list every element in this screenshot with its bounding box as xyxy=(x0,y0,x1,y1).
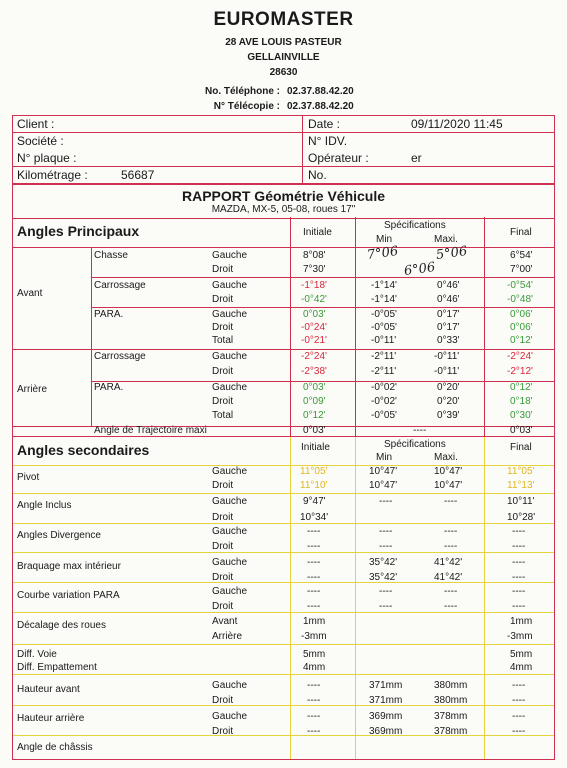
value-max: -0°11' xyxy=(434,366,460,377)
label-angle-chassis: Angle de châssis xyxy=(17,742,93,753)
handwritten-min: 7°06 xyxy=(366,243,400,264)
side-droit: Droit xyxy=(212,695,234,706)
value-initial: -0°24' xyxy=(301,322,327,333)
value-min: 371mm xyxy=(369,680,403,691)
value-max: ---- xyxy=(444,541,458,552)
value-initial: -2°24' xyxy=(301,351,327,362)
value-final: 1mm xyxy=(510,616,533,627)
value-initial: 9°47' xyxy=(303,496,326,507)
value-max: 0°46' xyxy=(437,294,460,305)
side-gauche: Gauche xyxy=(212,496,248,507)
side-gauche: Gauche xyxy=(212,586,248,597)
col-final: Final xyxy=(510,442,532,453)
value-max: 0°17' xyxy=(437,322,460,333)
plaque-label: N° plaque : xyxy=(17,151,77,165)
value-max: 10°47' xyxy=(434,480,463,491)
client-info-box xyxy=(12,115,555,185)
value-min: ---- xyxy=(379,496,393,507)
label-angle-inclus: Angle Inclus xyxy=(17,500,72,511)
value-final: 0°30' xyxy=(510,410,533,421)
value-initial: 11°10' xyxy=(300,480,328,491)
date-value: 09/11/2020 11:45 xyxy=(411,117,503,131)
value-initial: ---- xyxy=(307,601,321,612)
label-trajectoire: Angle de Trajectoire maxi xyxy=(94,425,207,436)
value-final: 0°18' xyxy=(510,396,533,407)
value-initial: 8°08' xyxy=(303,250,326,261)
value-initial: ---- xyxy=(307,572,321,583)
value-initial: ---- xyxy=(307,557,321,568)
value-min: -0°05' xyxy=(371,322,397,333)
value-initial: 0°12' xyxy=(303,410,326,421)
secondary-angles-title: Angles secondaires xyxy=(17,442,150,458)
operateur-value: er xyxy=(411,151,422,165)
value-max: ---- xyxy=(444,496,458,507)
side-avant: Avant xyxy=(212,616,238,627)
fax-value: 02.37.88.42.20 xyxy=(287,101,354,112)
value-final: 5mm xyxy=(510,649,533,660)
value-min: ---- xyxy=(379,526,393,537)
value-final: 0°12' xyxy=(510,382,533,393)
value-final: 0°06' xyxy=(510,309,533,320)
value-final: ---- xyxy=(512,557,526,568)
value-initial: 4mm xyxy=(303,662,326,673)
side-gauche: Gauche xyxy=(212,280,248,291)
kilometrage-label: Kilométrage : xyxy=(17,168,88,182)
label-diff-voie: Diff. Voie xyxy=(17,649,57,660)
value-max: 41°42' xyxy=(434,572,463,583)
company-city: GELLAINVILLE xyxy=(247,52,320,63)
col-final: Final xyxy=(510,227,532,238)
value-max: ---- xyxy=(444,586,458,597)
value-final: -0°48' xyxy=(507,294,533,305)
value-final: 10°28' xyxy=(507,512,536,523)
value-initial: ---- xyxy=(307,726,321,737)
societe-label: Société : xyxy=(17,134,64,148)
value-max: ---- xyxy=(444,526,458,537)
value-max: 378mm xyxy=(434,726,468,737)
side-droit: Droit xyxy=(212,572,234,583)
side-droit: Droit xyxy=(212,541,234,552)
value-final: ---- xyxy=(512,680,526,691)
label-ar-carrossage: Carrossage xyxy=(94,351,146,362)
handwritten-mid: 6°06 xyxy=(403,259,437,280)
value-initial: 1mm xyxy=(303,616,326,627)
label-ar-para: PARA. xyxy=(94,382,124,393)
report-title: RAPPORT Géométrie Véhicule xyxy=(181,188,386,204)
value-max: 0°17' xyxy=(437,309,460,320)
value-final: -2°12' xyxy=(507,366,533,377)
side-gauche: Gauche xyxy=(212,309,248,320)
side-droit: Droit xyxy=(212,726,234,737)
value-max: ---- xyxy=(444,601,458,612)
value-max: -0°11' xyxy=(434,351,460,362)
side-droit: Droit xyxy=(212,264,234,275)
value-final: -0°54' xyxy=(507,280,533,291)
value-final: 10°11' xyxy=(507,496,535,507)
col-initiale: Initiale xyxy=(303,227,332,238)
value-initial: 0°03' xyxy=(303,425,326,436)
value-min: -0°02' xyxy=(371,382,397,393)
value-min: 10°47' xyxy=(369,466,398,477)
principal-angles-title: Angles Principaux xyxy=(17,223,140,239)
value-min: 35°42' xyxy=(369,557,398,568)
label-angles-divergence: Angles Divergence xyxy=(17,530,101,541)
fax-label-wrap xyxy=(0,101,280,115)
side-total: Total xyxy=(212,410,234,421)
side-droit: Droit xyxy=(212,366,234,377)
side-droit: Droit xyxy=(212,512,234,523)
col-min: Min xyxy=(376,234,393,245)
operateur-label: Opérateur : xyxy=(308,151,369,165)
group-arriere: Arrière xyxy=(17,384,48,395)
fax-label: N° Télécopie : xyxy=(213,101,280,112)
value-max: 0°20' xyxy=(437,382,460,393)
value-min: 369mm xyxy=(369,726,403,737)
value-final: ---- xyxy=(512,711,526,722)
value-initial: -2°38' xyxy=(301,366,327,377)
value-max: 41°42' xyxy=(434,557,463,568)
value-initial: -0°21' xyxy=(301,335,327,346)
no-label: No. xyxy=(308,168,327,182)
value-final: -2°24' xyxy=(507,351,533,362)
side-total: Total xyxy=(212,335,234,346)
value-min: -2°11' xyxy=(371,351,397,362)
label-hauteur-arriere: Hauteur arrière xyxy=(17,713,85,724)
value-max: 380mm xyxy=(434,695,468,706)
label-pivot: Pivot xyxy=(17,472,40,483)
value-spec: ---- xyxy=(413,425,427,436)
side-gauche: Gauche xyxy=(212,351,248,362)
value-initial: 0°09' xyxy=(303,396,326,407)
value-min: ---- xyxy=(379,586,393,597)
value-final: ---- xyxy=(512,572,526,583)
value-min: -0°02' xyxy=(371,396,397,407)
col-min: Min xyxy=(376,452,393,463)
value-initial: -0°42' xyxy=(301,294,327,305)
value-initial: -3mm xyxy=(301,631,327,642)
value-final: 11°13' xyxy=(507,480,535,491)
side-droit: Droit xyxy=(212,480,234,491)
value-min: -0°05' xyxy=(371,309,397,320)
value-final: ---- xyxy=(512,541,526,552)
value-max: 378mm xyxy=(434,711,468,722)
phone-value: 02.37.88.42.20 xyxy=(287,86,354,97)
value-max: 0°33' xyxy=(437,335,460,346)
col-specifications: Spécifications xyxy=(384,220,446,231)
value-min: -1°14' xyxy=(371,280,397,291)
company-name: EUROMASTER xyxy=(213,9,354,30)
value-final: 0°03' xyxy=(510,425,533,436)
value-initial: 11°05' xyxy=(300,466,328,477)
value-min: ---- xyxy=(379,541,393,552)
value-final: ---- xyxy=(512,526,526,537)
value-initial: ---- xyxy=(307,541,321,552)
group-avant: Avant xyxy=(17,288,43,299)
value-final: ---- xyxy=(512,695,526,706)
label-courbe-para: Courbe variation PARA xyxy=(17,590,120,601)
value-final: 6°54' xyxy=(510,250,533,261)
value-max: 0°20' xyxy=(437,396,460,407)
side-droit: Droit xyxy=(212,396,234,407)
value-initial: ---- xyxy=(307,586,321,597)
col-maxi: Maxi. xyxy=(434,452,458,463)
side-droit: Droit xyxy=(212,294,234,305)
value-max: 0°39' xyxy=(437,410,460,421)
report-subtitle: MAZDA, MX-5, 05-08, roues 17" xyxy=(211,204,356,215)
value-initial: ---- xyxy=(307,711,321,722)
value-final: 4mm xyxy=(510,662,533,673)
value-final: ---- xyxy=(512,726,526,737)
value-final: ---- xyxy=(512,586,526,597)
value-initial: 0°03' xyxy=(303,309,326,320)
date-label: Date : xyxy=(308,117,341,131)
value-final: -3mm xyxy=(507,631,533,642)
side-droit: Droit xyxy=(212,601,234,612)
phone-label-wrap xyxy=(0,86,280,100)
side-gauche: Gauche xyxy=(212,250,248,261)
value-min: -0°05' xyxy=(371,410,397,421)
value-initial: ---- xyxy=(307,526,321,537)
value-final: ---- xyxy=(512,601,526,612)
value-final: 0°06' xyxy=(510,322,533,333)
label-diff-empattement: Diff. Empattement xyxy=(17,662,97,673)
report-title-box xyxy=(12,183,555,219)
label-hauteur-avant: Hauteur avant xyxy=(17,684,80,695)
value-initial: 0°03' xyxy=(303,382,326,393)
label-av-para: PARA. xyxy=(94,309,124,320)
kilometrage-value: 56687 xyxy=(121,168,155,182)
side-gauche: Gauche xyxy=(212,382,248,393)
value-min: 35°42' xyxy=(369,572,398,583)
value-min: 371mm xyxy=(369,695,403,706)
col-initiale: Initiale xyxy=(301,442,330,453)
client-label: Client : xyxy=(17,117,55,131)
value-min: -1°14' xyxy=(371,294,397,305)
side-gauche: Gauche xyxy=(212,557,248,568)
value-final: 7°00' xyxy=(510,264,533,275)
company-address: 28 AVE LOUIS PASTEUR xyxy=(225,37,342,48)
phone-label: No. Téléphone : xyxy=(205,86,280,97)
value-min: -0°11' xyxy=(371,335,397,346)
value-min: ---- xyxy=(379,601,393,612)
value-initial: ---- xyxy=(307,695,321,706)
side-droit: Droit xyxy=(212,322,234,333)
value-initial: -1°18' xyxy=(301,280,327,291)
value-initial: ---- xyxy=(307,680,321,691)
value-min: -2°11' xyxy=(371,366,397,377)
value-final: 11°05' xyxy=(507,466,535,477)
idv-label: N° IDV. xyxy=(308,134,348,148)
side-gauche: Gauche xyxy=(212,680,248,691)
value-initial: 7°30' xyxy=(303,264,326,275)
value-initial: 10°34' xyxy=(300,512,329,523)
handwritten-max: 5°06 xyxy=(435,243,469,264)
side-gauche: Gauche xyxy=(212,466,248,477)
side-gauche: Gauche xyxy=(212,711,248,722)
company-zip: 28630 xyxy=(269,67,298,78)
side-gauche: Gauche xyxy=(212,526,248,537)
value-final: 0°12' xyxy=(510,335,533,346)
side-arriere: Arrière xyxy=(212,631,243,642)
label-decalage-roues: Décalage des roues xyxy=(17,620,106,631)
value-max: 380mm xyxy=(434,680,468,691)
value-max: 10°47' xyxy=(434,466,463,477)
label-braquage: Braquage max intérieur xyxy=(17,561,121,572)
value-min: 369mm xyxy=(369,711,403,722)
value-min: 10°47' xyxy=(369,480,398,491)
value-initial: 5mm xyxy=(303,649,326,660)
value-max: 0°46' xyxy=(437,280,460,291)
col-specifications: Spécifications xyxy=(384,439,446,450)
label-chasse: Chasse xyxy=(94,250,128,261)
col-maxi: Maxi. xyxy=(434,234,458,245)
label-av-carrossage: Carrossage xyxy=(94,280,146,291)
